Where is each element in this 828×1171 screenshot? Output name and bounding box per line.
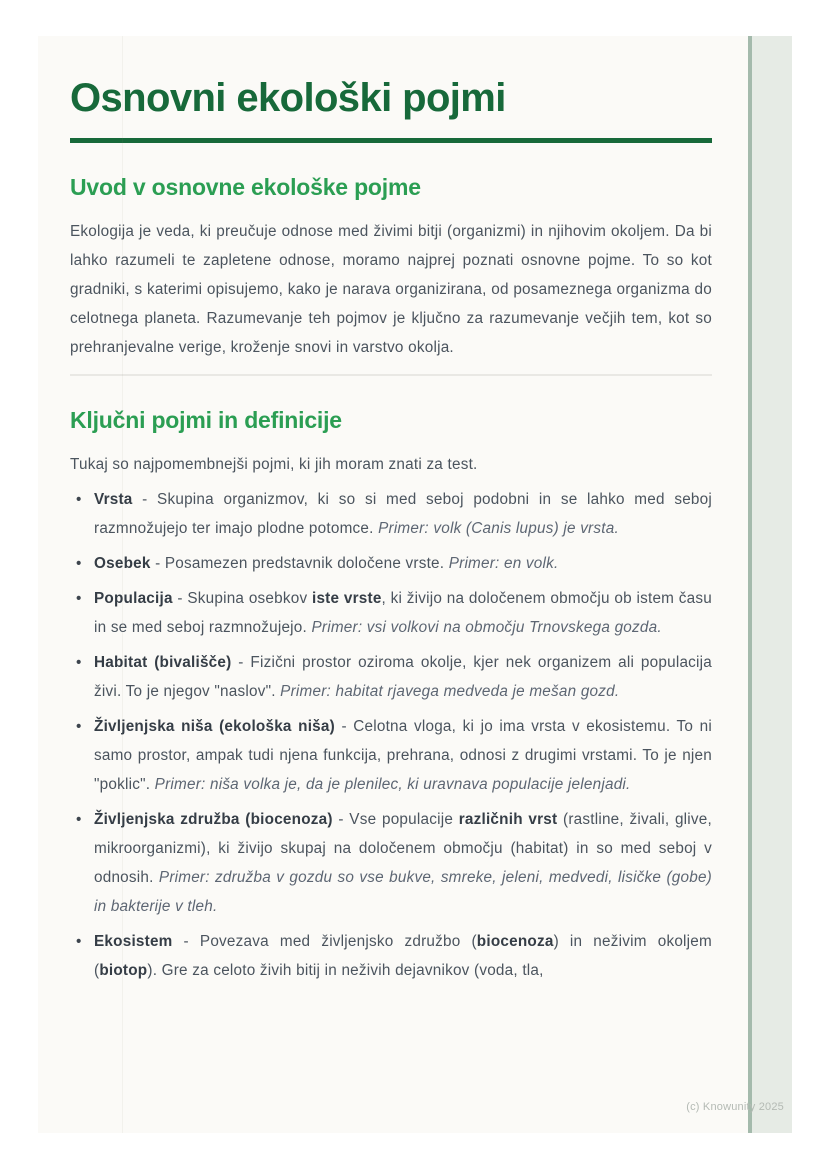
document-page <box>38 36 748 1133</box>
intro-paragraph: Ekologija je veda, ki preučuje odnose med živimi bitji (organizmi) in njihovim okoljem. Da bi lahko razumeli te zapletene odnose, moramo najprej poznati osnovne pojme. To so kot gradniki, s katerimi opisujemo, kako je narava organizirana, od posameznega organizma do celotnega planeta. Razumevanje teh pojmov je ključno za razumevanje večjih tem, kot so prehranjevalne verige, kroženje snovi in varstvo okolja. <box>70 222 712 356</box>
definition-item-habitat: • Habitat (bivališče) - Fizični prostor oziroma okolje, kjer nek organizem ali populacija živi. To je njegov "naslov". Primer: habitat rjavega medveda je mešan gozd. <box>70 648 712 706</box>
definition-item-ekosistem: • Ekosistem - Povezava med življenjsko združbo (biocenoza) in neživim okoljem (biotop). Gre za celoto živih bitij in neživih dejavnikov (voda, tla, <box>70 927 712 985</box>
page-edge-stripe <box>748 36 792 1133</box>
section-divider <box>70 374 712 376</box>
page-title: Osnovni ekološki pojmi <box>70 76 506 120</box>
paper-crease-line <box>122 36 123 1133</box>
definition-item-zivljenjska-nisa: • Življenjska niša (ekološka niša) - Celotna vloga, ki jo ima vrsta v ekosistemu. To ni samo prostor, ampak tudi njena funkcija, prehrana, odnosi z drugimi vrstami. To je njen "poklic". Primer: niša volka je, da je plenilec, ki uravnava populacije jelenjadi. <box>70 712 712 799</box>
section-heading-kljucni-pojmi: Ključni pojmi in definicije <box>70 406 342 433</box>
definitions-list <box>70 485 712 985</box>
title-underline <box>70 138 712 143</box>
list-intro: Tukaj so najpomembnejši pojmi, ki jih moram znati za test. <box>70 455 478 473</box>
definition-item-osebek: • Osebek - Posamezen predstavnik določene vrste. Primer: en volk. <box>70 549 712 578</box>
section-uvod <box>70 173 712 362</box>
knowunity-watermark: (c) Knowunity 2025 <box>686 1101 784 1113</box>
definition-item-vrsta: • Vrsta - Skupina organizmov, ki so si med seboj podobni in se lahko med seboj razmnožujejo ter imajo plodne potomce. Primer: volk (Canis lupus) je vrsta. <box>70 485 712 543</box>
section-heading-uvod: Uvod v osnovne ekološke pojme <box>70 174 421 200</box>
definition-item-populacija: • Populacija - Skupina osebkov iste vrste, ki živijo na določenem območju ob istem času in se med seboj razmnožujejo. Primer: vsi volkovi na območju Trnovskega gozda. <box>70 584 712 642</box>
definition-item-zivljenjska-zdruzba: • Življenjska združba (biocenoza) - Vse populacije različnih vrst (rastline, živali, glive, mikroorganizmi), ki živijo skupaj na določenem območju (habitat) in so med seboj v odnosih. Primer: združba v gozdu so vse bukve, smreke, jeleni, medvedi, lisičke (gobe) in bakterije v tleh. <box>70 805 712 921</box>
section-kljucni-pojmi <box>70 406 712 985</box>
